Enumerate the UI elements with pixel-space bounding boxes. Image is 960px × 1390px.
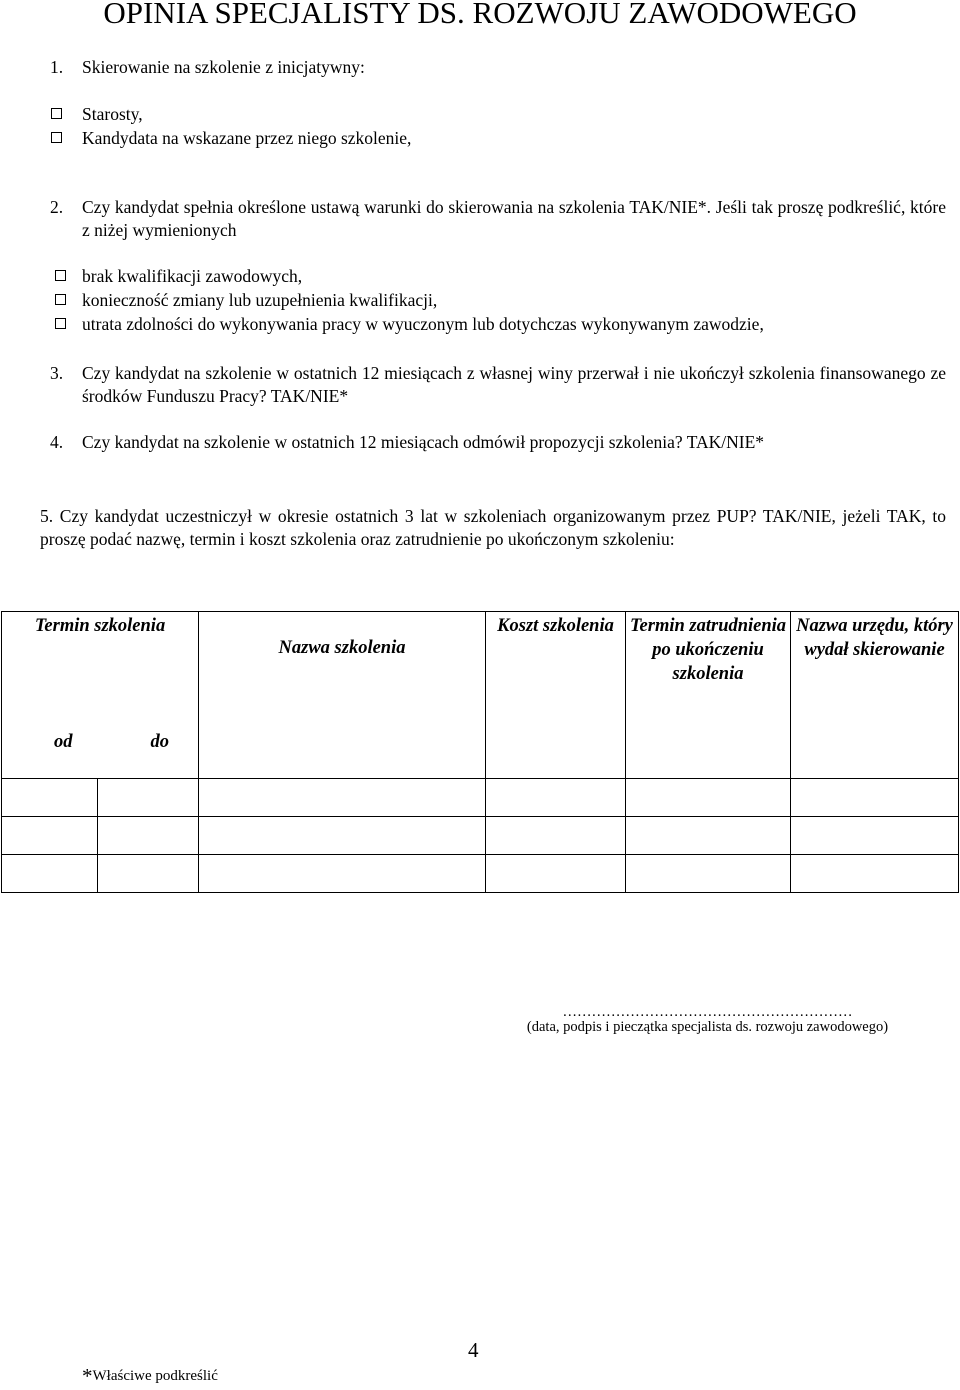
table-cell[interactable] [486, 817, 626, 855]
header-nazwa-urzedu: Nazwa urzędu, który wydał skierowanie [791, 612, 959, 779]
checkbox-kandydata[interactable] [51, 132, 62, 143]
table-cell[interactable] [199, 855, 486, 893]
footnote-star: * [82, 1364, 93, 1388]
question-5: 5. Czy kandydat uczestniczył w okresie ostatnich 3 lat w szkoleniach organizowanym przez PUP? TAK/NIE, jeżeli TAK, to proszę podać nazwę, termin i koszt szkolenia oraz zatrudnienie po ukończonym szkoleniu: [40, 506, 946, 549]
table-row [2, 855, 959, 893]
table-cell[interactable] [791, 855, 959, 893]
question-number: 4. [50, 432, 64, 452]
checkbox-utrata-zdolnosci[interactable] [55, 318, 66, 329]
option-label: Kandydata na wskazane przez niego szkolenie, [82, 128, 412, 148]
table-row [2, 779, 959, 817]
checkbox-brak-kwalifikacji[interactable] [55, 270, 66, 281]
table-cell[interactable] [486, 855, 626, 893]
option-label: utrata zdolności do wykonywania pracy w wyuczonym lub dotychczas wykonywanym zawodzie, [82, 314, 764, 334]
table-cell[interactable] [791, 817, 959, 855]
subheader-do: do [98, 730, 199, 779]
option-label: konieczność zmiany lub uzupełnienia kwalifikacji, [82, 290, 438, 310]
table-cell[interactable] [2, 779, 98, 817]
table-cell[interactable] [626, 855, 791, 893]
question-text: Czy kandydat na szkolenie w ostatnich 12 miesiącach z własnej winy przerwał i nie ukończył szkolenia finansowanego ze środków Funduszu Pracy? TAK/NIE* [82, 363, 946, 406]
question-text: Czy kandydat na szkolenie w ostatnich 12 miesiącach odmówił propozycji szkolenia? TAK/NIE* [82, 432, 765, 452]
footnote-text: Właściwe podkreślić [92, 1368, 218, 1384]
question-number: 3. [50, 363, 64, 383]
header-termin-szkolenia: Termin szkolenia [2, 612, 199, 731]
question-number: 1. [50, 57, 64, 77]
footnote [82, 1363, 218, 1390]
table-cell[interactable] [626, 817, 791, 855]
page-title: OPINIA SPECJALISTY DS. ROZWOJU ZAWODOWEGO [103, 0, 857, 30]
table-row [2, 817, 959, 855]
table-cell[interactable] [791, 779, 959, 817]
header-koszt-szkolenia: Koszt szkolenia [486, 612, 626, 779]
question-text: Czy kandydat spełnia określone ustawą warunki do skierowania na szkolenia TAK/NIE*. Jeśli tak proszę podkreślić, które z niżej wymienionych [82, 197, 946, 240]
table-cell[interactable] [98, 817, 199, 855]
training-table [1, 611, 959, 893]
table-cell[interactable] [2, 817, 98, 855]
checkbox-koniecznosc-zmiany[interactable] [55, 294, 66, 305]
option-label: brak kwalifikacji zawodowych, [82, 266, 303, 286]
header-nazwa-szkolenia: Nazwa szkolenia [199, 612, 486, 779]
checkbox-starosty[interactable] [51, 108, 62, 119]
table-cell[interactable] [486, 779, 626, 817]
signature-caption: (data, podpis i pieczątka specjalista ds. rozwoju zawodowego) [526, 1019, 889, 1035]
header-termin-zatrudnienia: Termin zatrudnienia po ukończeniu szkolenia [626, 612, 791, 779]
table-cell[interactable] [98, 855, 199, 893]
table-header-row [2, 612, 959, 731]
table-cell[interactable] [98, 779, 199, 817]
table-cell[interactable] [626, 779, 791, 817]
table-cell[interactable] [199, 817, 486, 855]
subheader-od: od [2, 730, 98, 779]
page-number: 4 [468, 1338, 479, 1362]
signature-line: …………………………………………………… [562, 1004, 853, 1020]
question-number: 2. [50, 197, 64, 217]
option-label: Starosty, [82, 104, 143, 124]
question-text: Skierowanie na szkolenie z inicjatywny: [82, 57, 365, 77]
table-cell[interactable] [2, 855, 98, 893]
table-cell[interactable] [199, 779, 486, 817]
